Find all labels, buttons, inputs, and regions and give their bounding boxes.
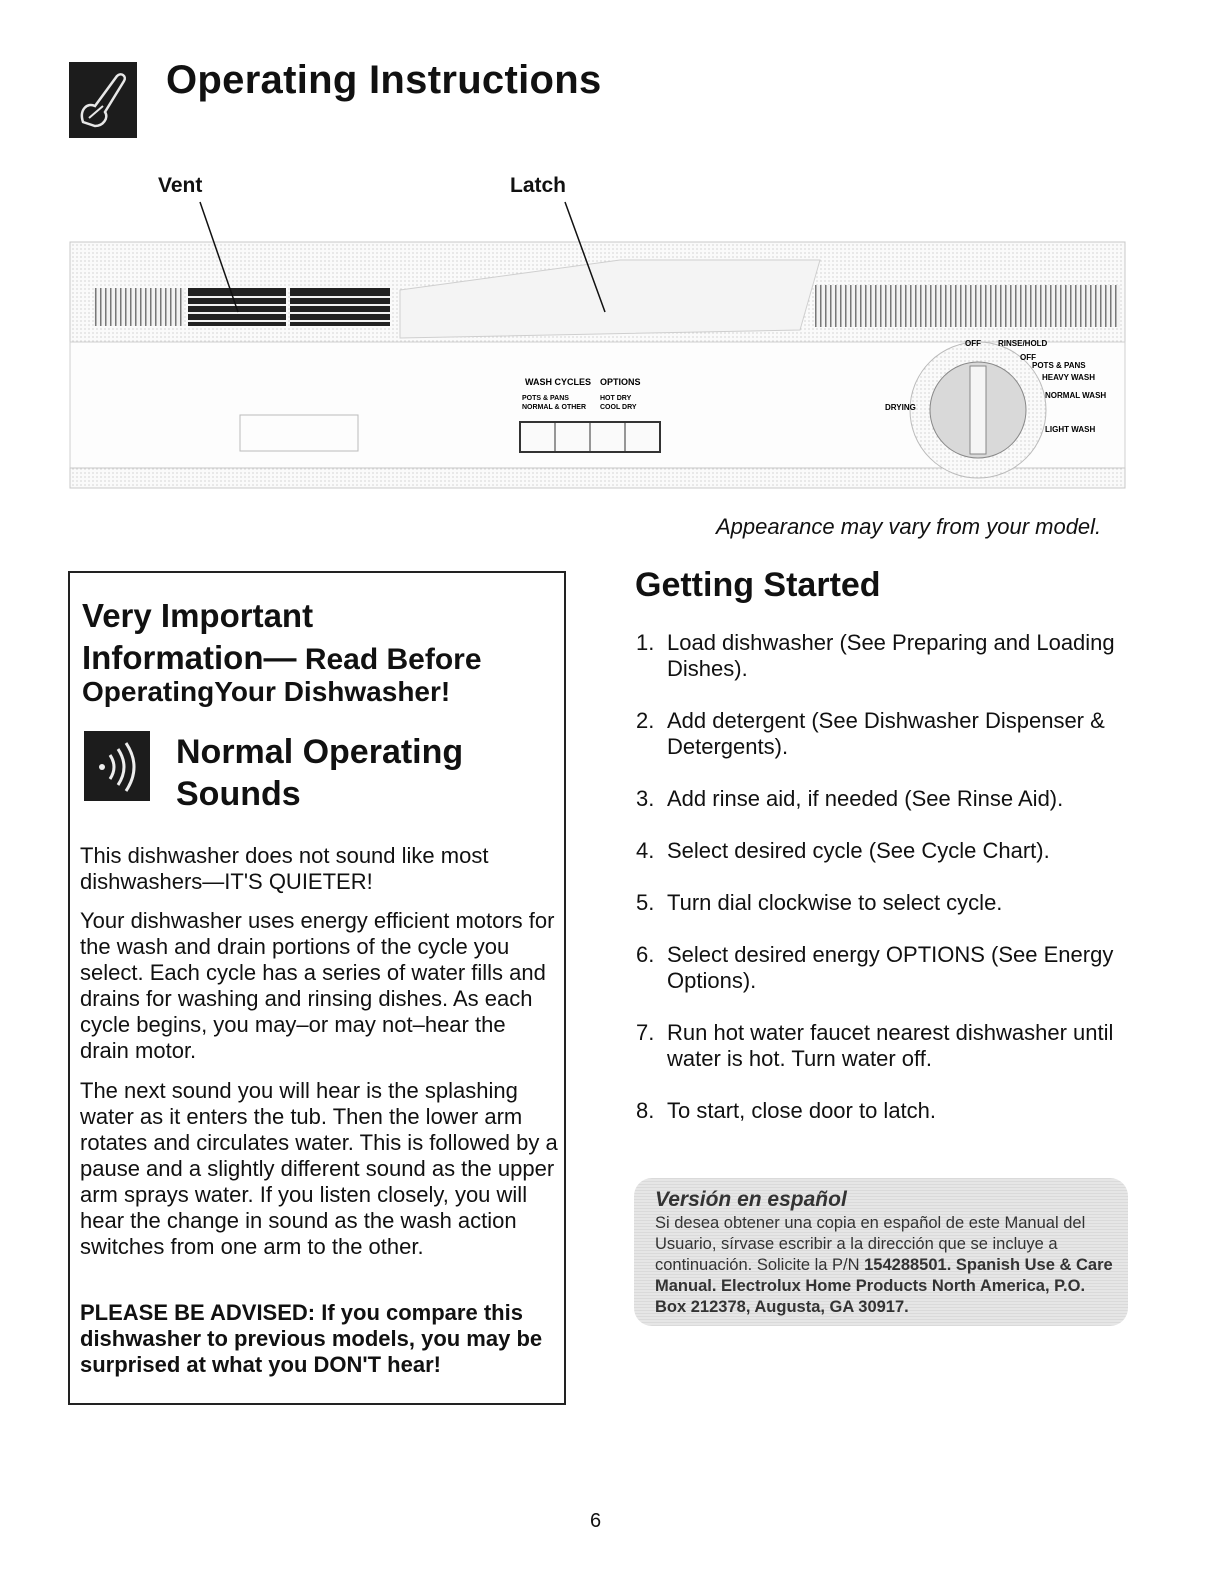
step-item: 3. Add rinse aid, if needed (See Rinse Aid). bbox=[636, 786, 1064, 811]
step-item: 8. To start, close door to latch. bbox=[636, 1098, 937, 1123]
step-item: 2. Add detergent (See Dishwasher Dispenser & Detergents). bbox=[636, 708, 1105, 759]
getting-started-title: Getting Started bbox=[635, 566, 881, 604]
step-item: 6. Select desired energy OPTIONS (See Energy Options). bbox=[636, 942, 1114, 993]
label-wash-cycles: WASH CYCLES bbox=[525, 377, 592, 387]
control-panel-illustration bbox=[60, 200, 1135, 500]
sounds-heading-line2: Sounds bbox=[176, 775, 301, 813]
important-title-line1: Very Important bbox=[82, 597, 314, 634]
dial-label-off: OFF bbox=[965, 339, 981, 348]
important-title bbox=[82, 595, 562, 681]
step-item: 4. Select desired cycle (See Cycle Chart). bbox=[636, 838, 1050, 863]
paragraph-quieter: This dishwasher does not sound like most dishwashers—IT'S QUIETER! bbox=[80, 843, 489, 894]
spanish-version-title: Versión en español bbox=[655, 1188, 847, 1211]
label-pots-pans: POTS & PANS bbox=[522, 395, 569, 402]
sounds-heading-line1: Normal Operating bbox=[176, 733, 464, 771]
cycle-dial bbox=[910, 342, 1046, 478]
appearance-caption: Appearance may vary from your model. bbox=[716, 514, 1102, 539]
step-item: 1. Load dishwasher (See Preparing and Loading Dishes). bbox=[636, 630, 1115, 681]
operating-instructions-icon bbox=[69, 62, 137, 138]
speaker-sound-icon bbox=[84, 731, 150, 801]
right-grille bbox=[815, 285, 1120, 327]
vent-callout: Vent bbox=[158, 174, 203, 197]
dial-label-rinse-hold: RINSE/HOLD bbox=[998, 339, 1048, 348]
paragraph-motors: Your dishwasher uses energy efficient motors for the wash and drain portions of the cycle you select. Each cycle has a series of water fills and drains for washing and rinsing dishes. As each cycle begins, you may–or may not–hear the drain motor. bbox=[80, 908, 555, 1063]
latch-callout: Latch bbox=[510, 174, 567, 197]
dial-label-normal-wash: NORMAL WASH bbox=[1045, 391, 1107, 400]
dial-label-pots-pans: POTS & PANS bbox=[1032, 361, 1086, 370]
important-title-line2b: Read Before bbox=[296, 643, 482, 676]
hand-pointer-icon bbox=[69, 62, 137, 138]
dial-label-off-2: OFF bbox=[1020, 353, 1036, 362]
important-title-line2a: Information— bbox=[82, 639, 297, 676]
dial-label-heavy-wash: HEAVY WASH bbox=[1042, 373, 1096, 382]
important-subtitle: OperatingYour Dishwasher! bbox=[82, 676, 451, 707]
option-buttons bbox=[520, 422, 660, 452]
spanish-body-address: 154288501. Spanish Use & Care Manual. Electrolux Home Products North America, P.O. Box 212378, Augusta, GA 30917. bbox=[655, 1256, 1113, 1316]
sounds-heading bbox=[176, 731, 536, 815]
vent-slots bbox=[94, 288, 390, 326]
spanish-version-body bbox=[655, 1213, 1120, 1318]
step-item: 5. Turn dial clockwise to select cycle. bbox=[636, 890, 1003, 915]
paragraph-splashing: The next sound you will hear is the splashing water as it enters the tub. Then the lower arm rotates and circulates water. This is followed by a pause and a slightly different sound as the upper arm sprays water. If you listen closely, you will hear the change in sound as the wash action switches from one arm to the other. bbox=[80, 1078, 558, 1259]
label-hot-dry: HOT DRY bbox=[600, 395, 632, 402]
page-number: 6 bbox=[590, 1510, 602, 1532]
step-item: 7. Run hot water faucet nearest dishwasher until water is hot. Turn water off. bbox=[636, 1020, 1114, 1071]
page-title: Operating Instructions bbox=[166, 58, 602, 102]
paragraph-advised: PLEASE BE ADVISED: If you compare this dishwasher to previous models, you may be surprised at what you DON'T hear! bbox=[80, 1300, 543, 1377]
label-cool-dry: COOL DRY bbox=[600, 404, 637, 411]
getting-started-steps bbox=[636, 630, 1146, 1150]
label-options: OPTIONS bbox=[600, 377, 641, 387]
dial-label-light-wash: LIGHT WASH bbox=[1045, 425, 1096, 434]
label-normal-other: NORMAL & OTHER bbox=[522, 404, 587, 411]
dial-label-drying: DRYING bbox=[885, 403, 916, 412]
spanish-body-text: Si desea obtener una copia en español de este Manual del Usuario, sírvase escribir a la dirección que se incluye a continuación. Solicite la P/N bbox=[655, 1214, 1086, 1274]
